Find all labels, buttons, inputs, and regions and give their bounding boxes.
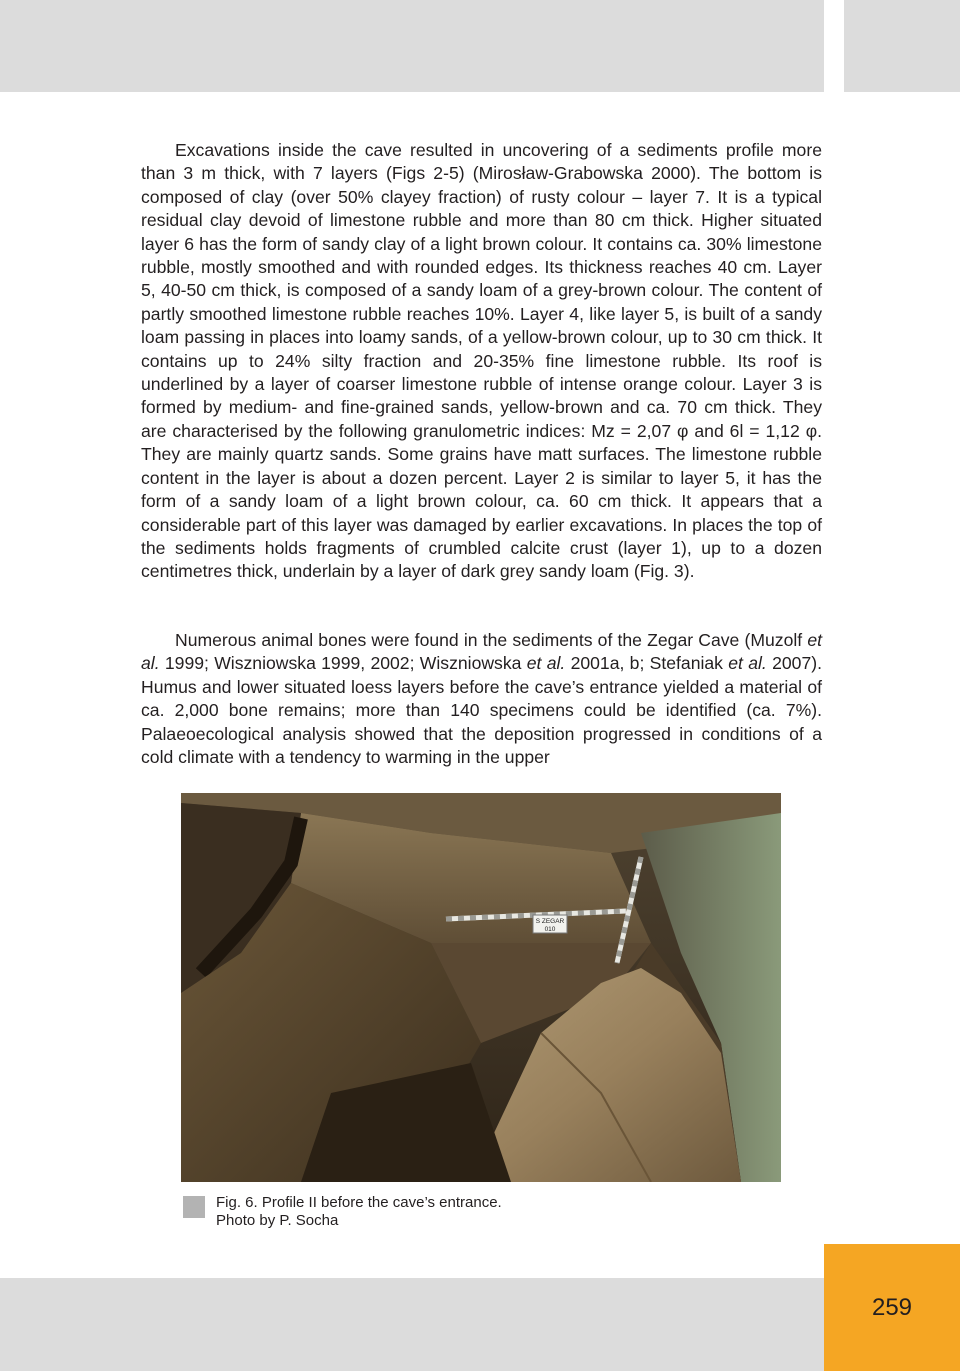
- caption-marker: [183, 1196, 205, 1218]
- paragraph-1-text: [141, 139, 822, 584]
- excavation-photo: [181, 793, 781, 1182]
- text-run: φ: [677, 420, 689, 441]
- text-run: 2007). Humus and lower situated loess layers before the cave’s entrance yielded a material of ca. 2,000 bone remains; more than 140 specimens could be identified (ca. 7%). Palaeoecological analysis showed that the deposition progressed in conditions of a cold climate with a tendency to warming in the upper: [141, 653, 822, 768]
- header-band-left: [0, 0, 824, 92]
- text-run: . They are mainly quartz sands. Some grains have matt surfaces. The limestone rubble content in the layer is about a dozen percent. Layer 2 is similar to layer 5, it has the form of a sandy loam of a light brown colour, ca. 60 cm thick. It appears that a considerable part of this layer was damaged by earlier excavations. In places the top of the sediments holds fragments of crumbled calcite crust (layer 1), up to a dozen centimetres thick, underlain by a layer of dark grey sandy loam (Fig. 3).: [141, 420, 822, 582]
- text-run: et al.: [728, 653, 767, 674]
- text-run: and 6l = 1,12: [688, 420, 806, 441]
- figure-photo: [181, 793, 781, 1182]
- text-run: φ: [805, 420, 818, 441]
- board-label-2: 010: [544, 926, 556, 933]
- text-run: 2001a, b; Stefaniak: [565, 653, 729, 674]
- board-label-1: S ZEGAR: [535, 918, 565, 925]
- footer-band: [0, 1278, 824, 1371]
- paragraph-layers: [141, 139, 822, 584]
- paragraph-2-text: [141, 629, 822, 769]
- text-run: Excavations inside the cave resulted in uncovering of a sediments profile more than 3 m thick, with 7 layers (Figs 2-5) (Mirosław-Grabowska 2000). The bottom is composed of clay (over 50% clayey fraction) of rusty colour – layer 7. It is a typical residual clay devoid of limestone rubble and more than 80 cm thick. Higher situated layer 6 has the form of sandy clay of a light brown colour. It contains ca. 30% limestone rubble, mostly smoothed and with rounded edges. Its thickness reaches 40 cm. Layer 5, 40-50 cm thick, is composed of a sandy loam of a grey-brown colour. The content of partly smoothed limestone rubble reaches 10%. Layer 4, like layer 5, is built of a sandy loam passing in places into loamy sands, of a yellow-brown colour, up to 30 cm thick. It contains up to 24% silty fraction and 20-35% fine limestone rubble. Its roof is underlined by a layer of coarser limestone rubble of intense orange colour. Layer 3 is formed by medium- and fine-grained sands, yellow-brown and ca. 70 cm thick. They are characterised by the following granulometric indices: Mz = 2,07: [141, 140, 822, 441]
- text-run: Numerous animal bones were found in the sediments of the Zegar Cave (Muzolf: [175, 630, 808, 650]
- page-number-box: [824, 1244, 960, 1371]
- caption-line-1: Fig. 6. Profile II before the cave’s entrance.: [216, 1194, 502, 1211]
- text-run: 1999; Wiszniowska 1999, 2002; Wiszniowska: [159, 653, 527, 674]
- paragraph-bones: [141, 629, 822, 769]
- text-run: et al.: [526, 653, 566, 674]
- header-band-right: [844, 0, 960, 92]
- text-run: et al.: [141, 630, 822, 674]
- figure-caption: [216, 1194, 502, 1230]
- page-number: 259: [871, 1293, 913, 1321]
- caption-line-2: Photo by P. Socha: [216, 1212, 339, 1229]
